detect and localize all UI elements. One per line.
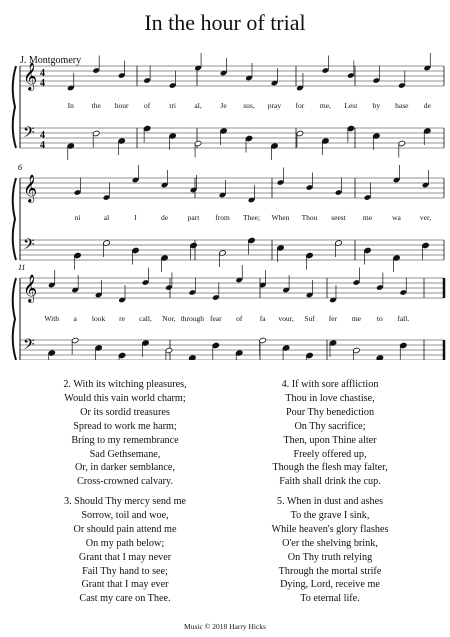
stanza-line: On Thy sacrifice; — [294, 420, 366, 432]
lyric-line — [68, 101, 432, 110]
stanza-line: To eternal life. — [300, 593, 360, 605]
stanza-line: On my path below; — [85, 537, 165, 549]
lyric-syllable: from — [215, 213, 230, 222]
lyric-syllable: to — [376, 314, 383, 323]
stanza-line: 3. Should Thy mercy send me — [63, 496, 187, 507]
stanza-line: Faith shall drink the cup. — [279, 476, 381, 488]
stanza-3 — [30, 495, 220, 606]
bass-clef: 𝄢 — [23, 336, 35, 357]
stanza-line: On Thy truth relying — [287, 551, 373, 563]
treble-clef: 𝄞 — [23, 274, 38, 302]
stanza-line: O'er the shelving brink, — [282, 537, 378, 549]
lyric-syllable: part — [187, 213, 200, 222]
treble-staff — [20, 174, 444, 203]
lyric-syllable: Nor, — [162, 314, 176, 323]
stanza-line: Would this vain world charm; — [64, 392, 186, 404]
page-title: In the hour of trial — [144, 10, 306, 35]
stanza-line: Or should pain attend me — [73, 523, 177, 535]
lyric-syllable: me — [362, 213, 373, 222]
lyric-syllable: for — [295, 101, 305, 110]
lyric-syllable: wa — [392, 213, 401, 222]
stanza-line: Or its sordid treasures — [80, 406, 170, 418]
lyric-syllable: by — [372, 101, 381, 110]
lyric-syllable: base — [395, 101, 409, 110]
system-1 — [13, 53, 444, 160]
stanza-line: Fail Thy hand to see; — [82, 565, 168, 577]
lyric-syllable: a — [73, 314, 77, 323]
bass-clef: 𝄢 — [23, 236, 35, 257]
lyric-syllable: hour — [114, 101, 129, 110]
measure-number: 6 — [18, 163, 22, 172]
stanza-line: Grant that I may ever — [81, 579, 169, 591]
time-signature-bottom: 4 — [40, 78, 45, 89]
lyric-syllable: When — [271, 213, 290, 222]
lyric-syllable: me — [351, 314, 361, 323]
lyric-syllable: fear — [209, 314, 222, 323]
lyric-syllable: I — [134, 213, 137, 222]
stanza-line: 4. If with sore affliction — [281, 379, 379, 390]
lyric-syllable: With — [44, 314, 60, 323]
lyric-syllable: of — [236, 314, 243, 323]
system-3 — [13, 263, 444, 360]
lyric-syllable: re — [119, 314, 125, 323]
lyric-syllable: vour, — [278, 314, 294, 323]
stanza-line: Cast my care on Thee. — [79, 593, 171, 605]
brace — [13, 278, 16, 360]
lyric-syllable: In — [67, 101, 74, 110]
lyric-syllable: me, — [319, 101, 331, 110]
bass-clef: 𝄢 — [23, 124, 35, 145]
stanza-line: 5. When in dust and ashes — [276, 496, 384, 507]
lyric-syllable: through — [180, 314, 205, 323]
stanza-line: 2. With its witching pleasures, — [63, 379, 187, 390]
lyric-line — [75, 213, 432, 222]
lyric-syllable: fa — [259, 314, 266, 323]
lyric-syllable: Thee; — [242, 213, 261, 222]
copyright-footer: Music © 2018 Harry Hicks — [184, 622, 266, 631]
stanza-line: Bring to my remembrance — [71, 434, 179, 446]
bass-staff — [20, 124, 444, 148]
brace — [13, 178, 16, 260]
lyric-syllable: of — [144, 101, 151, 110]
stanza-line: Grant that I may never — [78, 551, 172, 563]
lyric-syllable: tri — [169, 101, 176, 110]
stanza-line: To the grave I sink, — [290, 509, 370, 521]
lyric-syllable: pray — [267, 101, 282, 110]
stanza-line: Spread to work me harm; — [73, 420, 177, 432]
lyric-syllable: sus, — [243, 101, 255, 110]
time-signature-top: 4 — [40, 130, 45, 141]
stanza-2 — [30, 378, 220, 489]
lyric-syllable: Suf — [304, 314, 315, 323]
lyric-line — [44, 314, 409, 323]
time-signature-top: 4 — [40, 68, 45, 79]
stanza-line: Through the mortal strife — [278, 565, 382, 577]
stanza-line: Then, upon Thine alter — [283, 434, 377, 446]
lyric-syllable: fer — [328, 314, 338, 323]
lyric-syllable: Thou — [301, 213, 318, 222]
lyric-syllable: al, — [194, 101, 202, 110]
lyric-syllable: ni — [74, 213, 81, 222]
stanza-line: Or, in darker semblance, — [74, 462, 175, 474]
stanza-line: While heaven's glory flashes — [271, 523, 389, 535]
treble-clef: 𝄞 — [23, 62, 38, 90]
bass-staff — [20, 236, 444, 260]
stanza-line: Freely offered up, — [293, 448, 367, 460]
lyric-syllable: fall. — [397, 314, 410, 323]
stanza-line: Cross-crowned calvary. — [76, 476, 174, 488]
composer-credit: J. Montgomery — [20, 55, 82, 66]
stanza-line: Thou in love chastise, — [285, 392, 375, 404]
lyric-syllable: Lest — [344, 101, 358, 110]
stanza-5 — [235, 495, 425, 606]
lyric-syllable: seest — [331, 213, 346, 222]
stanza-line: Sorrow, toil and woe, — [81, 509, 169, 521]
system-2 — [13, 163, 444, 272]
treble-clef: 𝄞 — [23, 174, 38, 202]
lyric-syllable: al — [103, 213, 110, 222]
lyric-syllable: Je — [220, 101, 227, 110]
lyric-syllable: look — [91, 314, 106, 323]
measure-number: 11 — [18, 263, 26, 272]
stanza-line: Sad Gethsemane, — [89, 448, 161, 460]
lyric-syllable: call, — [139, 314, 152, 323]
lyric-syllable: de — [160, 213, 169, 222]
stanza-line: Pour Thy benediction — [285, 406, 375, 418]
time-signature-bottom: 4 — [40, 140, 45, 151]
lyric-syllable: the — [91, 101, 101, 110]
stanza-line: Dying, Lord, receive me — [280, 579, 380, 591]
lyric-syllable: de — [423, 101, 431, 110]
stanza-line: Though the flesh may falter, — [272, 462, 388, 474]
brace — [13, 66, 16, 148]
stanza-4 — [235, 378, 425, 489]
lyric-syllable: ver, — [419, 213, 432, 222]
treble-staff — [20, 62, 444, 91]
